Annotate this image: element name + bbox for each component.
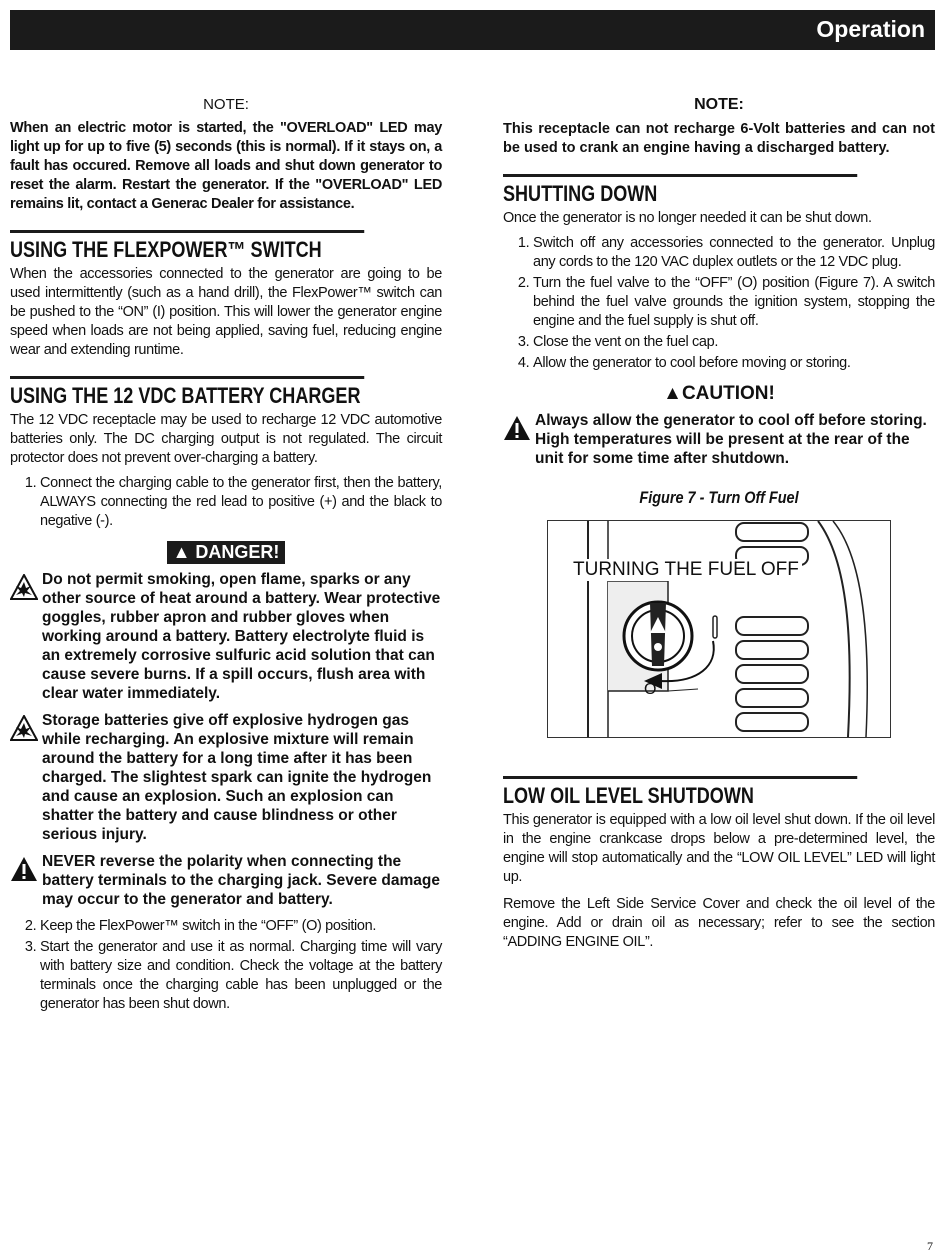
charger-step-1: 1. Connect the charging cable to the generator first, then the battery, ALWAYS connecting the red lead to positive (+) and the black to negative (-).	[40, 474, 442, 531]
shutdown-step: 3. Close the vent on the fuel cap.	[533, 333, 935, 352]
shutdown-step: 2. Turn the fuel valve to the “OFF” (O) position (Figure 7). A switch behind the fuel valve grounds the ignition system, stopping the engine and the fuel supply is shut off.	[533, 274, 935, 331]
flexpower-body: When the accessories connected to the generator are going to be used intermittently (such as a hand drill), the FlexPower™ switch can be pushed to the “ON” (I) position. This will lower the generator engine speed when loads are not being applied, saving fuel, reducing engine wear and extending runtime.	[10, 266, 442, 358]
note-title: NOTE:	[203, 96, 249, 113]
charger-body: The 12 VDC receptacle may be used to recharge 12 VDC automotive batteries only. The DC charging output is not regulated. The circuit protector does not prevent over-charging a battery.	[10, 412, 442, 466]
charger-steps-1	[10, 474, 442, 531]
exclamation-warning-icon	[10, 856, 38, 882]
low-oil-para-2: Remove the Left Side Service Cover and check the oil level of the engine. Add or drain oil as necessary; refer to see the section “ADDING ENGINE OIL”.	[503, 896, 935, 950]
shutdown-step: 1. Switch off any accessories connected to the generator. Unplug any cords to the 120 VAC duplex outlets or the 12 VDC plug.	[533, 234, 935, 272]
note-body: When an electric motor is started, the "OVERLOAD" LED may light up for up to five (5) seconds (this is normal). If it stays on, a fault has occured. Remove all loads and shut down generator to reset the alarm. Restart the generator. If the "OVERLOAD" LED remains lit, contact a Generac Dealer for assistance.	[10, 120, 442, 212]
danger-label: DANGER!	[195, 542, 280, 562]
fuel-valve-figure	[547, 520, 891, 738]
flexpower-heading: USING THE FLEXPOWER™ SWITCH	[10, 230, 364, 263]
note-body: This receptacle can not recharge 6-Volt batteries and can not be used to crank an engine having a discharged battery.	[503, 121, 935, 156]
danger-warning-1-text: Do not permit smoking, open flame, sparks or any other source of heat around a battery. Wear protective goggles, rubber apron and rubber gloves when working around a battery. Battery electrolyte fluid is an extremely corrosive sulfuric acid solution that can cause severe burns. If a spill occurs, flush area with clear water immediately.	[42, 571, 441, 702]
section-title: Operation	[816, 16, 925, 42]
page-header-bar	[10, 10, 935, 50]
figure-caption: Figure 7 - Turn Off Fuel	[639, 488, 799, 507]
low-oil-heading: LOW OIL LEVEL SHUTDOWN	[503, 776, 857, 809]
charger-step-3: 3. Start the generator and use it as normal. Charging time will vary with battery size and condition. Check the voltage at the battery terminals once the charging cable has been unplugged or the generator has been shut down.	[40, 938, 442, 1014]
right-column	[503, 90, 935, 956]
explosion-hazard-icon	[10, 574, 38, 600]
shutdown-steps	[503, 234, 935, 373]
shutdown-heading: SHUTTING DOWN	[503, 174, 857, 207]
charger-heading: USING THE 12 VDC BATTERY CHARGER	[10, 376, 364, 409]
charger-steps-2	[10, 917, 442, 1014]
danger-badge	[167, 541, 286, 564]
warning-triangle-icon: ▲	[172, 542, 191, 562]
page-number: 7	[927, 1239, 933, 1253]
danger-warning-3	[10, 852, 442, 909]
explosion-hazard-icon	[10, 715, 38, 741]
low-oil-para-1: This generator is equipped with a low oil level shut down. If the oil level in the engine crankcase drops below a pre-determined level, the engine will stop automatically and the “LOW OIL LEVEL” LED will light up.	[503, 812, 935, 885]
caution-text: Always allow the generator to cool off before storing. High temperatures will be present at the rear of the unit for some time after shutdown.	[535, 412, 927, 467]
exclamation-warning-icon	[503, 415, 531, 441]
fuel-valve-illustration	[548, 521, 890, 737]
note-title: NOTE:	[694, 96, 744, 113]
caution-label: ▲CAUTION!	[663, 383, 775, 404]
danger-warning-2-text: Storage batteries give off explosive hydrogen gas while recharging. An explosive mixture will remain around the battery for a long time after it has been charged. The slightest spark can ignite the hydrogen and cause an explosion. Such an explosion can shatter the battery and cause blindness or other serious injury.	[42, 712, 432, 843]
off-position-label: O	[644, 681, 657, 698]
charger-step-2: 2. Keep the FlexPower™ switch in the “OFF” (O) position.	[40, 917, 442, 936]
danger-warning-1	[10, 570, 442, 703]
warning-triangle-icon: ▲	[663, 383, 682, 404]
left-column	[10, 90, 442, 1020]
shutdown-intro: Once the generator is no longer needed it can be shut down.	[503, 210, 872, 226]
shutdown-step: 4. Allow the generator to cool before moving or storing.	[533, 354, 935, 373]
danger-warning-2	[10, 711, 442, 844]
caution-warning	[503, 411, 935, 468]
danger-warning-3-text: NEVER reverse the polarity when connecting the battery terminals to the charging jack. Severe damage may occur to the generator and battery.	[42, 853, 440, 908]
figure-label: TURNING THE FUEL OFF	[570, 559, 802, 581]
